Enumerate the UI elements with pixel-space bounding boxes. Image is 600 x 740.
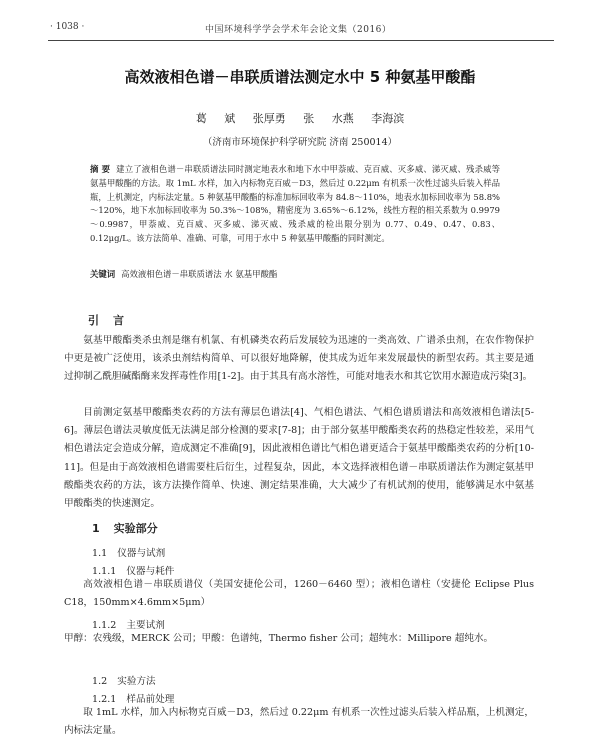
section-number: 1: [92, 522, 100, 535]
keywords-label: 关键词: [90, 269, 116, 279]
subsection-heading: [92, 545, 165, 559]
intro-heading: 引言: [88, 314, 138, 327]
subsection-heading: [92, 617, 165, 631]
subsection-heading: [92, 691, 174, 705]
author: 张厚勇: [252, 112, 286, 125]
author: 葛 斌: [195, 112, 236, 125]
subsection-number: 1.2.1: [92, 694, 117, 705]
reagents-paragraph: 甲醇：农残级，MERCK 公司；甲酸：色谱纯，Thermo fisher 公司；超纯水：Millipore 超纯水。: [64, 633, 494, 644]
keywords-text: 高效液相色谱－串联质谱法 水 氨基甲酸酯: [121, 269, 278, 279]
abstract: [90, 163, 500, 246]
running-header: 中国环境科学学会学术年会论文集（2016）: [205, 25, 392, 35]
section-heading: [92, 520, 158, 536]
subsection-number: 1.1: [92, 548, 108, 559]
abstract-text: 建立了液相色谱－串联质谱法同时测定地表水和地下水中甲萘威、克百威、灭多威、涕灭威、残杀威等氨基甲酸酯的方法。取 1mL 水样，加入内标物克百威－D3，然后过 0.22μm 有机系一次性过滤头后装入样品瓶，上机测定，内标法定量。5 种氨基甲酸酯的标准加标回收率为 84.8～110%，地表水加标回收率为 58.8%～120%，地下水加标回收率为 50.3%～108%，精密度为 3.65%～6.12%，线性方程的相关系数为 0.9979～0.9987，甲萘威、克百威、灭多威、涕灭威、残杀威的检出限分别为 0.77、0.49、0.47、0.83、0.12μg/L。该方法简单、准确、可靠，可用于水中 5 种氨基甲酸酯的同时测定。: [90, 164, 501, 243]
paper-title: 高效液相色谱－串联质谱法测定水中 5 种氨基甲酸酯: [124, 68, 476, 86]
subsection-heading: [92, 563, 174, 577]
intro-paragraph: 氨基甲酸酯类杀虫剂是继有机氯、有机磷类农药后发展较为迅速的一类高效、广谱杀虫剂，在农作物保护中更是被广泛使用，该杀虫剂结构简单、可以很好地降解，使其成为近年来发展最快的新型农药。其主要是通过抑制乙酰胆碱酯酶来发挥毒性作用[1-2]。由于其具有高水溶性，可能对地表水和其它饮用水源造成污染[3]。: [64, 335, 534, 383]
keywords: [90, 268, 500, 282]
subsection-heading: [92, 673, 156, 687]
abstract-label: 摘 要: [90, 164, 111, 174]
intro-paragraph: 目前测定氨基甲酸酯类农药的方法有薄层色谱法[4]、气相色谱法、气相色谱质谱法和高效液相色谱法[5-6]。薄层色谱法灵敏度低无法满足部分检测的要求[7-8]；由于部分氨基甲酸酯类农药的热稳定性较差，采用气相色谱法定会造成分解，造成测定不准确[9]，因此液相色谱比气相色谱更适合于氨基甲酸酯类农药的分析[10-11]。但是由于高效液相色谱需要柱后衍生，过程复杂，因此，本文选择液相色谱－串联质谱法作为测定氨基甲酸酯类农药的方法，该方法操作简单、快速、测定结果准确，大大减少了有机试剂的使用，能够满足水中氨基甲酸酯类的快速测定。: [64, 407, 534, 510]
author-list: [0, 110, 600, 126]
subsection-number: 1.2: [92, 676, 108, 687]
subsection-number: 1.1.1: [92, 566, 117, 577]
subsection-title: 仪器与耗件: [126, 566, 175, 577]
subsection-title: 主要试剂: [126, 620, 165, 631]
subsection-number: 1.1.2: [92, 620, 117, 631]
affiliation: （济南市环境保护科学研究院 济南 250014）: [202, 137, 398, 148]
subsection-title: 实验方法: [117, 676, 156, 687]
header-rule: [48, 40, 554, 41]
author: 李海滨: [371, 112, 405, 125]
pretreatment-paragraph: 取 1mL 水样，加入内标物克百威－D3，然后过 0.22μm 有机系一次性过滤头后装入样品瓶，上机测定，内标法定量。: [64, 707, 534, 737]
subsection-title: 样品前处理: [126, 694, 175, 705]
instruments-paragraph: 高效液相色谱－串联质谱仪（美国安捷伦公司，1260－6460 型）；液相色谱柱（安捷伦 Eclipse Plus C18，150mm×4.6mm×5μm）: [64, 579, 534, 609]
page-number: · 1038 ·: [50, 22, 85, 32]
subsection-title: 仪器与试剂: [117, 548, 166, 559]
section-title: 实验部分: [113, 522, 158, 535]
author: 张 水燕: [303, 112, 354, 125]
